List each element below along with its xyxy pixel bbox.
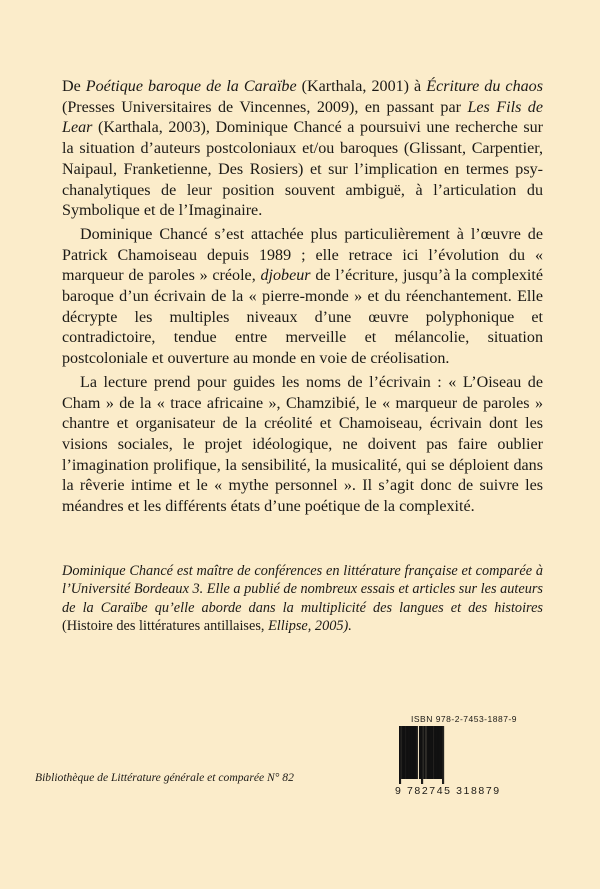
barcode-bar: [423, 726, 425, 779]
italic-run: Poétique baroque de la Caraïbe: [85, 78, 297, 95]
barcode-bar: [429, 726, 430, 779]
barcode-bar: [421, 726, 422, 784]
blurb-paragraph-2: Dominique Chancé s’est attachée plus particulièrement à l’œuvre de Patrick Chamoiseau depuis 1989 ; elle retrace ici l’évolution du « marqueur de paroles » créole, djobeur de l’écriture, jusqu’à la complexité baroque d’un écrivain de la « pierre-monde » et du réenchantement. Elle décrypte les multiples niveaux d’une œuvre polyphonique et contradictoire, tendue entre merveille et mélancolie, situation postcoloniale et ouverture au monde en voie de créolisation.: [62, 225, 544, 368]
barcode: [395, 726, 545, 784]
barcode-bar: [439, 726, 441, 779]
isbn-barcode-block: [395, 714, 555, 797]
barcode-bar: [443, 726, 444, 784]
barcode-bar: [425, 726, 426, 779]
italic-run: Écriture du chaos: [426, 78, 543, 95]
series-label: Bibliothèque de Littérature générale et comparée N° 82: [35, 771, 294, 784]
barcode-bar: [400, 726, 401, 784]
barcode-bar: [442, 726, 443, 784]
barcode-bar: [433, 726, 434, 779]
barcode-digits: 9 782745 318879: [395, 785, 501, 797]
barcode-bar: [441, 726, 442, 779]
author-bio-text: Dominique Chancé est maître de conférences en littérature française et comparée à l’Université Bordeaux 3. Elle a publié de nombreux essais et articles sur les auteurs de la Caraïbe qu’elle aborde dans la multiplicité des langues et des histoires (Histoire des littératures antillaises, Ellipse, 2005).: [62, 563, 543, 635]
upright-run: (Histoire des littératures antillaises,: [62, 618, 269, 635]
barcode-bar: [399, 726, 400, 784]
barcode-bar: [404, 726, 405, 779]
blurb: [62, 77, 543, 521]
barcode-bar: [417, 726, 418, 779]
italic-run: djobeur: [260, 267, 311, 285]
blurb-paragraph-3: La lecture prend pour guides les noms de l’écrivain : « L’Oiseau de Cham » de la « trace africaine », Chamzibié, le « marqueur de paroles » chantre et organisateur de la créolité et Chamoiseau, écrivain dont les visions sociales, le projet idéologique, ne doivent pas faire oublier l’imagination prolifique, la sensibilité, la musicalité, qui se déploient dans la rêverie intime et le « mythe personnel ». Il s’agit donc de suivre les méandres et les différents états d’une poétique de la complexité.: [62, 373, 543, 516]
isbn-label: ISBN 978-2-7453-1887-9: [411, 714, 517, 724]
blurb-paragraph-1: De Poétique baroque de la Caraïbe (Karthala, 2001) à Écriture du chaos (Presses Universitaires de Vincennes, 2009), en passant par Les Fils de Lear (Karthala, 2003), Dominique Chancé a poursuivi une recherche sur la situation d’auteurs postcoloniaux et/ou baroques (Glissant, Carpentier, Naipaul, Franketienne, Des Rosiers) et sur l’implication en termes psychanalytiques de leur position souvent ambiguë, à l’articulation du Symbolique et de l’Imaginaire.: [62, 78, 543, 220]
barcode-bar: [415, 726, 417, 779]
author-bio: [62, 562, 543, 636]
barcode-bar: [407, 726, 408, 779]
barcode-bar: [422, 726, 423, 784]
italic-run: Les Fils de Lear: [62, 98, 543, 137]
